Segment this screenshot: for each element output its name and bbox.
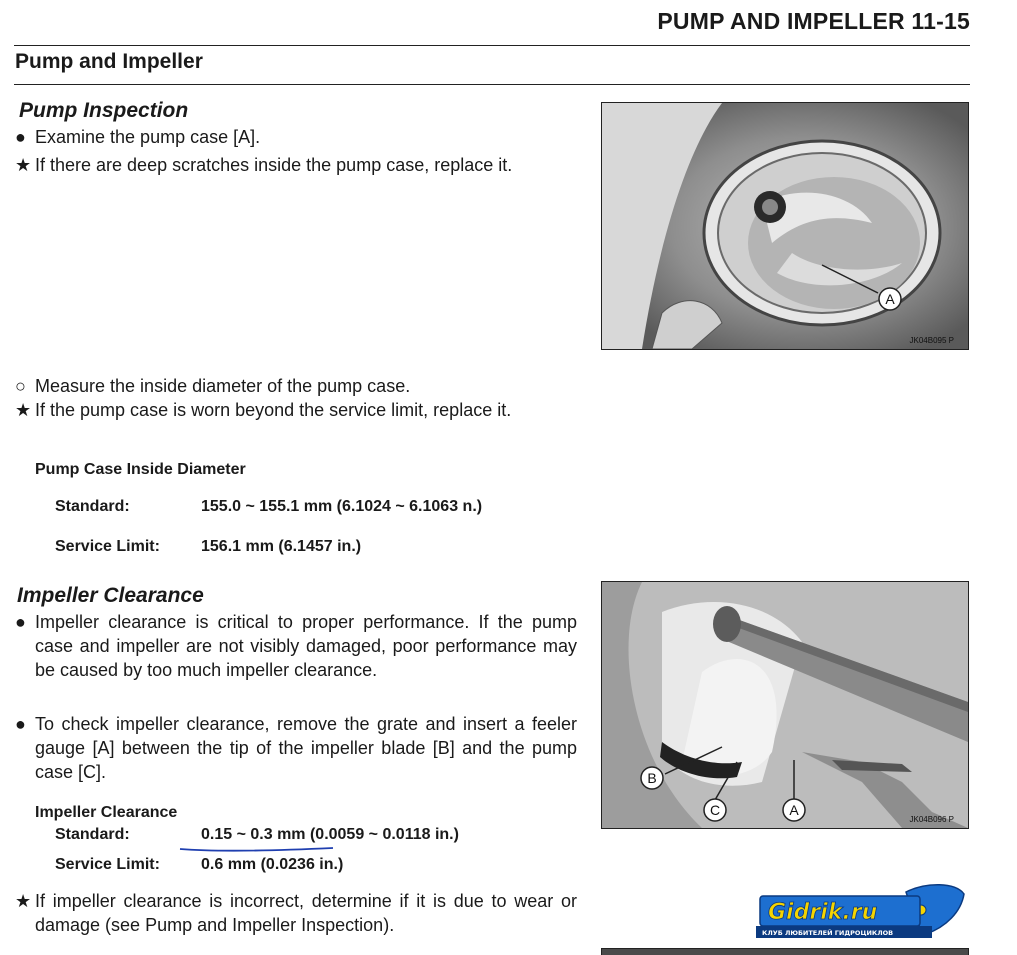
callout-b: B — [647, 770, 657, 786]
header-rule — [14, 45, 970, 46]
section-rule — [14, 84, 970, 85]
list-item — [15, 153, 577, 177]
list-item — [15, 398, 577, 422]
callout-a: A — [789, 802, 799, 818]
impeller-clearance-heading: Impeller Clearance — [17, 584, 204, 607]
bullet: ● — [15, 127, 26, 147]
pen-underline — [178, 844, 338, 854]
item-text: Examine the pump case [A]. — [35, 127, 261, 147]
bullet: ★ — [15, 400, 32, 420]
spec-value-main: 0.15 ~ 0.3 mm — [201, 826, 306, 843]
spec-standard-row — [55, 826, 459, 844]
pump-inspection-heading: Pump Inspection — [19, 99, 189, 122]
list-item — [15, 712, 577, 784]
spec-label: Standard: — [55, 498, 130, 515]
spec-limit-row — [55, 856, 343, 874]
figure-code: JK04B096 P — [909, 815, 954, 824]
bullet: ★ — [15, 891, 32, 911]
logo-tagline: КЛУБ ЛЮБИТЕЛЕЙ ГИДРОЦИКЛОВ — [762, 929, 894, 937]
item-text: If there are deep scratches inside the pump case, replace it. — [35, 155, 513, 175]
callout-a: A — [885, 291, 895, 307]
item-text: To check impeller clearance, remove the grate and insert a feeler gauge [A] between the tip of the impeller blade [B] and the pump case [C]. — [35, 714, 577, 782]
spec-standard-row — [55, 498, 482, 516]
list-item — [15, 889, 577, 937]
impeller-clearance-photo — [601, 581, 969, 829]
spec-title: Impeller Clearance — [35, 804, 178, 821]
bullet: ★ — [15, 155, 32, 175]
figure-code: JK04B095 P — [909, 336, 954, 345]
bullet: ● — [15, 612, 26, 632]
spec-label: Service Limit: — [55, 538, 160, 555]
item-text: If impeller clearance is incorrect, determine if it is due to wear or damage (see Pump and Impeller Inspection). — [35, 891, 577, 935]
callout-c: C — [709, 802, 721, 818]
list-item — [15, 610, 577, 682]
page-title: PUMP AND IMPELLER 11-15 — [657, 8, 970, 34]
bullet: ○ — [15, 376, 26, 396]
item-text: If the pump case is worn beyond the service limit, replace it. — [35, 400, 512, 420]
spec-label: Service Limit: — [55, 856, 160, 873]
list-item — [15, 125, 577, 149]
item-text: Measure the inside diameter of the pump case. — [35, 376, 411, 396]
bullet: ● — [15, 714, 26, 734]
list-item — [15, 374, 577, 398]
spec-label: Standard: — [55, 826, 130, 843]
spec-value: 155.0 ~ 155.1 mm (6.1024 ~ 6.1063 n.) — [201, 498, 483, 515]
item-text: Impeller clearance is critical to proper performance. If the pump case and impeller are not visibly damaged, poor performance may be caused by too much impeller clearance. — [35, 612, 577, 680]
spec-limit-row — [55, 538, 361, 556]
spec-value: 0.6 mm (0.0236 in.) — [201, 856, 344, 873]
spec-value-rest: (0.0059 ~ 0.0118 in.) — [305, 826, 459, 843]
pump-case-photo — [601, 102, 969, 350]
gidrik-logo — [756, 882, 966, 942]
spec-title: Pump Case Inside Diameter — [35, 461, 246, 478]
spec-value: 156.1 mm (6.1457 in.) — [201, 538, 362, 555]
logo-brand: Gidrik.ru — [768, 900, 878, 925]
section-title: Pump and Impeller — [15, 50, 203, 73]
